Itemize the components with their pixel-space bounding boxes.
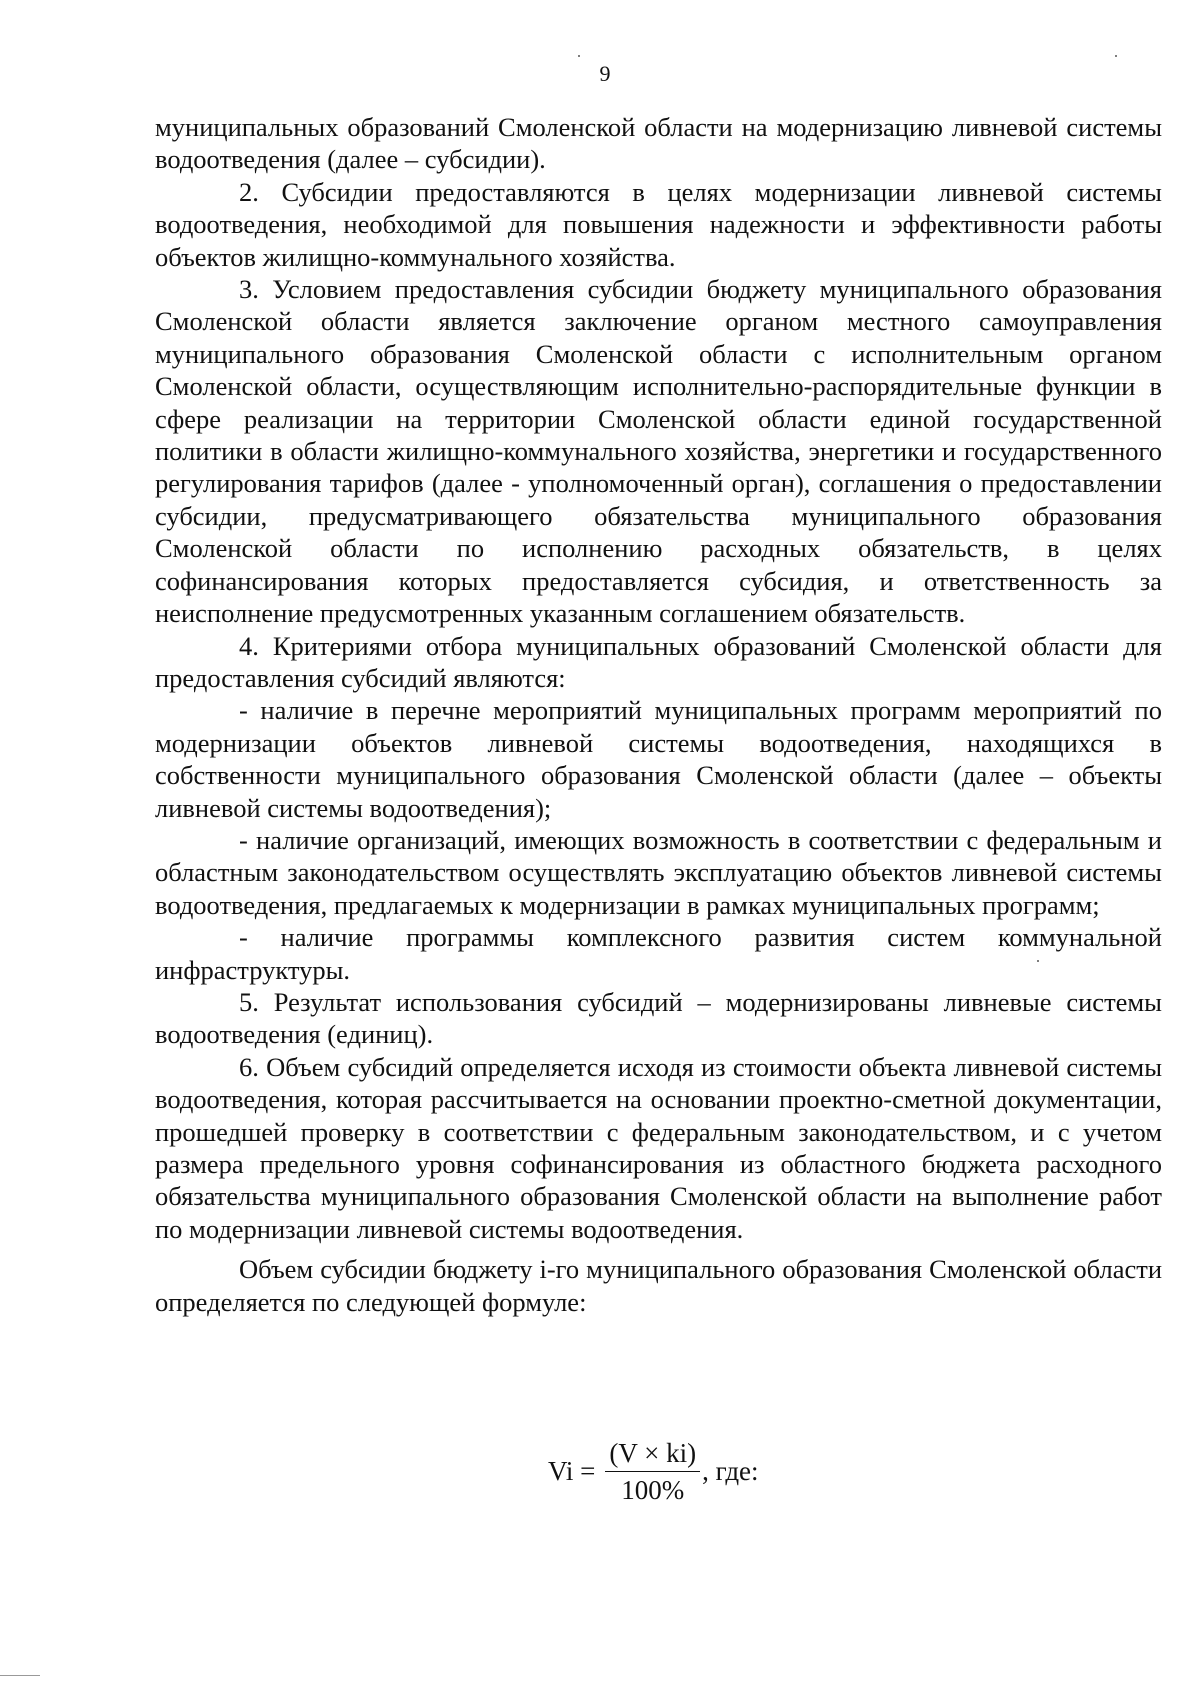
paragraph-2-purpose: 2. Субсидии предоставляются в целях модернизации ливневой системы водоотведения, необходимой для повышения надежности и эффективности работы объектов жилищно-коммунального хозяйства. — [155, 176, 1162, 272]
page-number: 9 — [599, 61, 611, 86]
formula-denominator: 100% — [621, 1475, 685, 1505]
criteria-item-programs: - наличие в перечне мероприятий муниципальных программ мероприятий по модернизации объектов ливневой системы водоотведения, находящихся в собственности муниципального образования Смоленской области (далее – объекты ливневой системы водоотведения); — [155, 695, 1162, 823]
scan-speck — [1115, 55, 1117, 57]
scan-speck — [578, 55, 580, 57]
criteria-item-infrastructure: - наличие программы комплексного развития систем коммунальной инфраструктуры. — [155, 922, 1162, 985]
scan-speck — [1037, 960, 1039, 962]
formula-numerator: (V × ki) — [605, 1436, 700, 1472]
formula-lhs: Vi = — [548, 1456, 596, 1486]
scan-edge-mark — [0, 1675, 40, 1676]
paragraph-3-condition: 3. Условием предоставления субсидии бюджету муниципального образования Смоленской области является заключение органом местного самоуправления муниципального образования Смоленской области с исполнительным органом Смоленской области, осуществляющим исполнительно-распорядительные функции в сфере реализации на территории Смоленской области единой государственной политики в области жилищно-коммунального хозяйства, энергетики и государственного регулирования тарифов (далее - уполномоченный орган), соглашения о предоставлении субсидии, предусматривающего обязательства муниципального образования Смоленской области по исполнению расходных обязательств, в целях софинансирования которых предоставляется субсидия, и ответственность за неисполнение предусмотренных указанным соглашением обязательств. — [155, 274, 1162, 629]
paragraph-continuation: муниципальных образований Смоленской области на модернизацию ливневой системы водоотведения (далее – субсидии). — [155, 112, 1162, 175]
document-body — [155, 111, 1162, 1318]
paragraph-6-volume: 6. Объем субсидий определяется исходя из стоимости объекта ливневой системы водоотведения, которая рассчитывается на основании проектно-сметной документации, прошедшей проверку в соответствии с федеральным законодательством, и с учетом размера предельного уровня софинансирования из областного бюджета расходного обязательства муниципального образования Смоленской области на выполнение работ по модернизации ливневой системы водоотведения. — [155, 1051, 1162, 1244]
subsidy-formula — [548, 1436, 759, 1507]
criteria-item-organizations: - наличие организаций, имеющих возможность в соответствии с федеральным и областным законодательством осуществлять эксплуатацию объектов ливневой системы водоотведения, предлагаемых к модернизации в рамках муниципальных программ; — [155, 824, 1162, 920]
formula-suffix: , где: — [702, 1456, 759, 1486]
paragraph-4-criteria: 4. Критериями отбора муниципальных образований Смоленской области для предоставления субсидий являются: — [155, 630, 1162, 693]
paragraph-5-result: 5. Результат использования субсидий – модернизированы ливневые системы водоотведения (единиц). — [155, 986, 1162, 1050]
formula-fraction — [605, 1436, 700, 1507]
paragraph-formula-intro: Объем субсидии бюджету i-го муниципального образования Смоленской области определяется по следующей формуле: — [155, 1254, 1162, 1317]
